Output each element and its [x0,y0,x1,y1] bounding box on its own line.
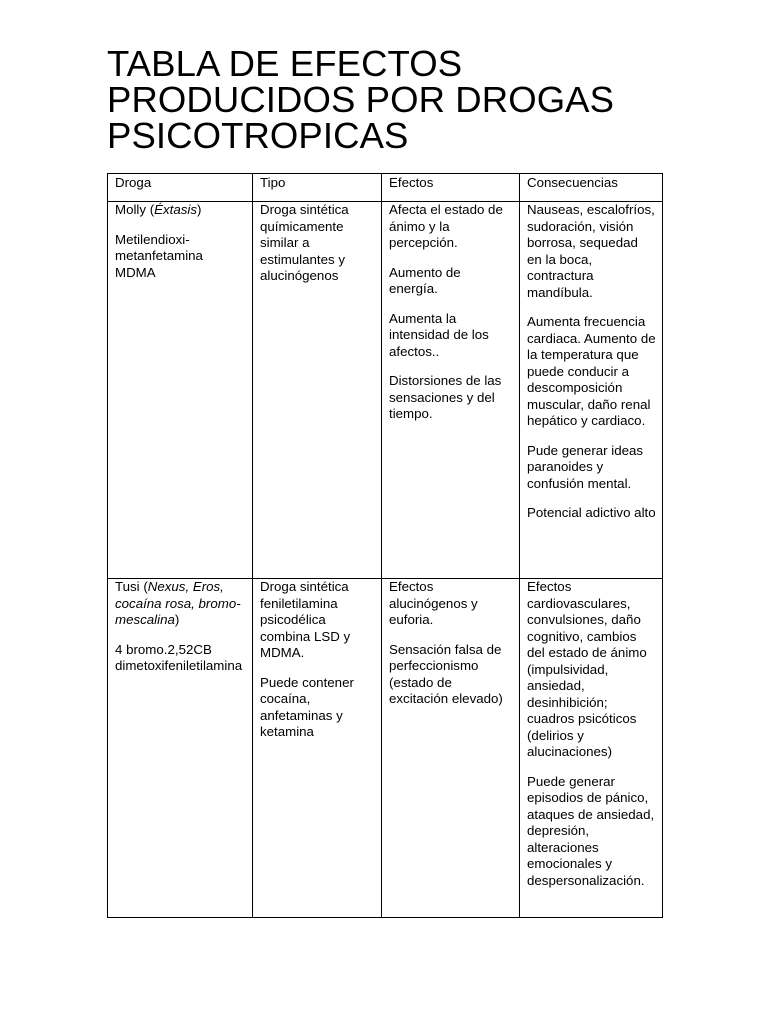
cell-consecuencias [520,579,663,918]
cell-paragraph: Distorsiones de las sensaciones y del tiempo. [389,373,502,421]
column-header: Consecuencias [520,174,663,202]
title-line: TABLA DE EFECTOS [107,43,463,84]
title-line: PSICOTROPICAS [107,115,409,156]
drug-name: Tusi (Nexus, Eros, cocaína rosa, bromo-mescalina) [115,579,241,627]
drug-chemical-name: 4 bromo.2,52CB dimetoxifeniletilamina [115,641,243,673]
cell-paragraph: Sensación falsa de perfeccionismo (estado de excitación elevado) [389,641,503,706]
cell-paragraph: Puede contener cocaína, anfetaminas y ketamina [260,674,354,739]
cell-paragraph: Aumento de energía. [389,264,461,296]
cell-efectos [382,202,520,579]
drug-name: Molly (Éxtasis) [115,202,202,217]
cell-paragraph: Droga sintética feniletilamina psicodélica combina LSD y MDMA. [260,579,351,660]
table-header-row [108,174,663,202]
cell-paragraph: Efectos cardiovasculares, convulsiones, daño cognitivo, cambios del estado de ánimo (impulsividad, ansiedad, desinhibición; cuadros psicóticos (delirios y alucinaciones) [527,579,647,759]
cell-paragraph: Nauseas, escalofríos, sudoración, visión borrosa, sequedad en la boca, contractura mandíbula. [527,202,655,300]
cell-paragraph: Puede generar episodios de pánico, ataques de ansiedad, depresión, alteraciones emocionales y despersonalización. [527,773,655,888]
cell-tipo [253,202,382,579]
cell-tipo [253,579,382,918]
drug-alias: Éxtasis [154,202,198,217]
cell-paragraph: Pude generar ideas paranoides y confusión mental. [527,442,644,491]
cell-paragraph: Aumenta la intensidad de los afectos.. [389,310,489,359]
cell-paragraph: Efectos alucinógenos y euforia. [389,579,478,627]
drug-name-text: Molly [115,202,147,217]
table-row [108,579,663,918]
page-title [107,43,707,156]
cell-droga [108,202,253,579]
cell-paragraph: Aumenta frecuencia cardiaca. Aumento de la temperatura que puede conducir a descomposición muscular, daño renal hepático y cardiaco. [527,314,656,428]
drug-effects-table [107,173,663,918]
cell-paragraph: Potencial adictivo alto [527,505,656,520]
cell-paragraph: Afecta el estado de ánimo y la percepción. [389,202,503,250]
column-header: Tipo [253,174,382,202]
drug-chemical-name: Metilendioxi-metanfetamina MDMA [115,231,203,280]
cell-efectos [382,579,520,918]
cell-consecuencias [520,202,663,579]
column-header: Droga [108,174,253,202]
drug-alias: Nexus, Eros, cocaína rosa, bromo-mescalina [115,579,241,627]
table-row [108,202,663,579]
drug-name-text: Tusi [115,579,140,594]
title-line: PRODUCIDOS POR DROGAS [107,79,615,120]
cell-paragraph: Droga sintética químicamente similar a estimulantes y alucinógenos [260,202,349,283]
column-header: Efectos [382,174,520,202]
cell-droga [108,579,253,918]
